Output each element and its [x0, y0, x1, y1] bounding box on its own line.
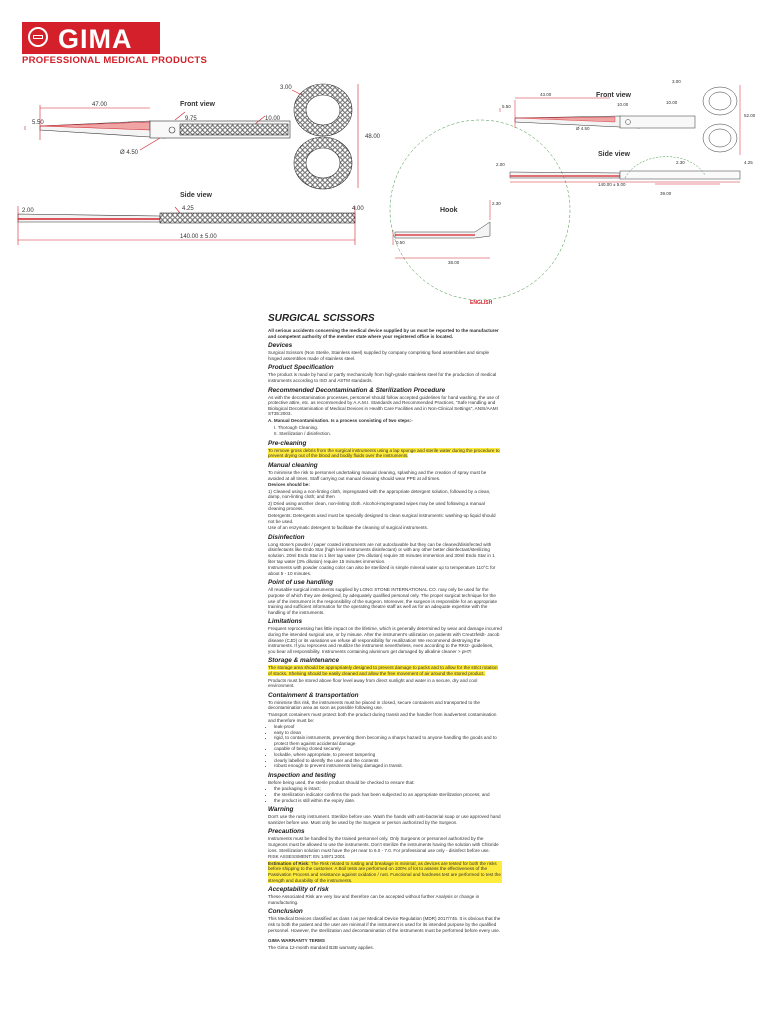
warranty-heading: GIMA WARRANTY TERMS: [268, 938, 325, 944]
dim-48: 48.00: [365, 134, 381, 140]
list-item: • the product is still within the expiry date.: [274, 798, 502, 804]
manual-detergents: Detergents: Detergents used must be specially designed to clean surgical instruments: washing-up liquid should not be used.: [268, 513, 496, 524]
conclusion-heading: Conclusion: [268, 908, 303, 916]
dim-4-25: 4.25: [182, 206, 194, 212]
r-dim-4-25: 4.25: [744, 160, 753, 165]
dim-9-75: 9.75: [185, 116, 197, 122]
containment-list: [268, 724, 502, 769]
r-dim-dia: Ø 4.50: [576, 126, 590, 131]
r-front-view-label: Front view: [596, 92, 632, 99]
r-dim-10b: 10.00: [666, 100, 678, 105]
dim-4: 4.00: [352, 206, 364, 212]
precautions-heading: Precautions: [268, 828, 305, 836]
precautions-text: Instruments must be handled by the trained personnel only. Only Surgeons or personnel authorized by the Surgeons must be allowed to use the instruments. Don't sterilize the instruments having the solution with Chloride ions. Sterilization solution must have the pH near to 6.0 - 7.0. For professional use only - disinfect before use.: [268, 836, 499, 853]
dim-140: 140.00 ± 5.00: [180, 234, 217, 240]
manual-enzymatic: Use of an enzymatic detergent to facilitate the cleaning of surgical instruments.: [268, 525, 429, 531]
r-dim-43: 43.00: [540, 92, 552, 97]
warning-heading: Warning: [268, 806, 294, 814]
list-item: • leak-proof: [274, 724, 502, 730]
dim-2: 2.00: [22, 208, 34, 214]
list-item: • robust enough to prevent instruments being damaged in transit.: [274, 763, 502, 769]
right-side-view: [510, 157, 740, 184]
left-front-view: [25, 84, 358, 189]
r-dim-5-50: 5.50: [502, 104, 511, 109]
limitations-text: Frequent reprocessing has little impact on the lifetime, which is generally determined by wear and damage incurred during the intended surgical use, or by misuse. After the instrument's utilization on patients with Creutzfeldt- Jacob disease (CJD) or its variations we refuse all responsibility for reutilization! We recommend destroying the instruments. If you reprocess and reutilize the instrument nevertheless, even according to the RKI2- guidelines, you bear all responsibility. Instruments containing aluminum get damaged by alkaline cleaner > pH7!: [268, 626, 502, 654]
pou-heading: Point of use handling: [268, 579, 333, 587]
hook-label: Hook: [440, 207, 458, 214]
front-view-label: Front view: [180, 101, 216, 108]
dim-10: 10.00: [265, 116, 281, 122]
inspection-text: Before being used, the sterile product should be checked to ensure that:: [268, 779, 415, 785]
risk-estimation-label: Estimation of Risk:: [268, 860, 310, 866]
list-item: • capable of being closed securely: [274, 746, 502, 752]
list-item: • rigid, to contain instruments, preventing them becoming a sharps hazard to anyone handling the goods and to protect them against accidental damage: [274, 735, 502, 746]
logo-emblem-icon: [28, 27, 48, 47]
decon-a1: I. Thorough Cleaning.: [274, 424, 319, 430]
scissors-technical-drawing: [0, 70, 768, 300]
r-dim-140: 140.00 ± 5.00: [598, 182, 626, 187]
r-dim-52: 52.00: [744, 113, 756, 118]
conclusion-text: This Medical Devices classified as class I as per Medical Device Regulation (MDR) 2017/745. It is obvious that the risk to both the patient and the user are minimal if the instrument is used for its intended purpose by the qualified personnel. However, the sterilization and decontamination of the instruments must be performed before every use.: [268, 916, 501, 933]
warranty-text: The Gima 12-month standard B2B warranty applies.: [268, 944, 374, 950]
logo-text: GIMA: [58, 24, 133, 54]
containment-heading: Containment & transportation: [268, 691, 359, 699]
manual-devices: Devices should be:: [268, 482, 310, 488]
pou-text: All reusable surgical instruments supplied by LONG STONE INTERNATIONAL CO. may only be used for the purpose of which they are designed, by adequately qualified personal only. The proper surgical technique for the use of the instrument is the responsibility of the surgeon. Moreover, the surgeon is responsible for an appropriate training and sufficient information for the operating theatre staff as well as for an adequate expertise with the handling of the instruments.: [268, 587, 498, 615]
r-dim-2-30: 2.30: [676, 160, 685, 165]
manual-heading: Manual cleaning: [268, 461, 318, 469]
language-label: ENGLISH: [470, 300, 493, 306]
risk-assessment: RISK ASSESSMENT: EN 14971:2001: [268, 854, 346, 860]
r-side-view-label: Side view: [598, 151, 630, 158]
brand-tagline: PROFESSIONAL MEDICAL PRODUCTS: [22, 55, 208, 66]
precleaning-text: To remove gross debris from the surgical instruments using a lap sponge and sterile water during the procedure to prevent drying out of the blood and bodily fluids over the instruments.: [268, 447, 500, 459]
decon-a2: II. Sterilization / disinfection.: [274, 431, 331, 437]
warning-text: Don't use the rusty instrument. Sterilize before use. Wash the hands with anti-bacterial soap or use approved hand sanitizer before use. Must only be used by the Surgeon or person authorized by the Surgeon.: [268, 814, 501, 825]
disinfection-heading: Disinfection: [268, 533, 305, 541]
list-item: • the packaging is intact;: [274, 786, 502, 792]
spec-text: The product is made by hand or partly mechanically from high-grade stainless steel for the production of medical instruments according to ISO and ASTM standards.: [268, 372, 497, 383]
h-dim-2-30: 2.30: [492, 201, 501, 206]
manual-step-1: 1) Cleaned using a non-linting cloth, impregnated with the appropriate detergent solution, followed by a clean, damp, non-linting cloth; and then: [268, 488, 491, 500]
intro-paragraph: All serious accidents concerning the medical device supplied by us must be reported to the manufacturer and competent authority of the member state where your registered office is located.: [268, 328, 499, 339]
list-item: • easy to clean: [274, 730, 502, 736]
containment-text-1: To minimise this risk, the instruments must be placed in closed, secure containers and transported to the decontamination area as soon as possible following use.: [268, 699, 480, 711]
acceptability-text: These Associated Risk are very low and therefore can be accepted without further Analysis or change in manufacturing.: [268, 894, 480, 905]
list-item: • lockable, where appropriate, to prevent tampering: [274, 752, 502, 758]
instructions-document: [268, 300, 502, 951]
precleaning-heading: Pre-cleaning: [268, 439, 307, 447]
hook-detail: [390, 120, 570, 300]
r-dim-3: 3.00: [672, 79, 681, 84]
list-item: • clearly labelled to identify the user and the contents: [274, 758, 502, 764]
decon-a: A. Manual Decontamination. Is a process consisting of two steps:-: [268, 417, 413, 423]
decon-heading: Recommended Decontamination & Sterilization Procedure: [268, 386, 446, 394]
manual-step-2: 2) Dried using another clean, non-linting cloth. Alcohol-impregnated wipes may be used following a manual cleaning process.: [268, 500, 485, 512]
inspection-list: [268, 786, 502, 803]
r-dim-2: 2.00: [496, 162, 505, 167]
decon-text: As with the decontamination processes, personnel should follow accepted guidelines for hand washing, the use of protective attire, etc. as recommended by A.A.M.I. Standards and Recommended Practices, "Safe Handling and Biological Decontamination of Medical Devices in Health Care Facilities and in Non-Clinical Settings", ANSI/AAMI ST35:2003.: [268, 394, 500, 417]
storage-text-1: The storage area should be appropriately designed to prevent damage to packs and to allow for the strict rotation of stocks. Shelving should be easily cleaned and allow the free movement of air around the stored product.: [268, 665, 498, 676]
list-item: • the sterilization indicator confirms the pack has been subjected to an appropriate sterilization process; and: [274, 792, 502, 798]
manual-text: To minimise the risk to personnel undertaking manual cleaning, splashing and the creation of spray must be avoided at all times. Staff carrying out manual cleaning should wear PPE at all times.: [268, 469, 487, 481]
gima-logo: [22, 22, 160, 54]
h-dim-0-50: 0.50: [396, 240, 405, 245]
devices-text: Surgical Scissors (Non Sterile, Stainless steel) supplied by company comprising fixed assemblies and simple hinged assemblies made of stainless steel.: [268, 350, 490, 361]
storage-heading: Storage & maintenance: [268, 657, 340, 665]
limitations-heading: Limitations: [268, 618, 303, 626]
disinfection-text-2: Instruments with powder coating color can also be sterilized in simple mineral water up to temperature 110°C for about 5 - 10 minutes.: [268, 565, 496, 576]
disinfection-text-1: Long stone's powder / paper coated instruments are not autoclavable but they can be cleaned/disinfected with disinfectants like Endo Star (high level instruments disinfectant) or with any other better disinfectant/sterilizing solution. 20ml Endo Star in 1 liter tap water (2% dilution) require 30 minutes immersion and 30ml Endo Star in 1 liter tap water (3% dilution) require 15 minutes immersion.: [268, 541, 495, 564]
doc-title: SURGICAL SCISSORS: [268, 313, 375, 324]
inspection-heading: Inspection and testing: [268, 771, 336, 779]
dim-3: 3.00: [280, 85, 292, 91]
risk-estimation-text: The Risk related to rusting and breakage is minimal, as devices are tested for both the risks before shipping to the customer. A Boil tests are performed on 100% of lot to assess the effectiveness of the Passivation Process and resistance against oxidation / rust. Functional and hardness test are performed to test the strength and durability of the instruments.: [268, 860, 501, 883]
r-dim-10a: 10.00: [617, 102, 629, 107]
side-view-label: Side view: [180, 192, 212, 199]
containment-text-2: Transport containers must protect both the product during transit and the handler from inadvertent contamination and therefore must be:: [268, 711, 497, 723]
spec-heading: Product Specification: [268, 364, 334, 372]
devices-heading: Devices: [268, 342, 293, 350]
r-dim-39: 39.00: [660, 191, 672, 196]
h-dim-38: 38.00: [448, 260, 460, 265]
dim-47: 47.00: [92, 102, 108, 108]
storage-text-2: Products must be stored above floor level away from direct sunlight and water in a secure, dry and cool environment.: [268, 677, 478, 689]
acceptability-heading: Acceptability of risk: [268, 886, 329, 894]
dim-dia-4-50: Ø 4.50: [120, 150, 139, 156]
dim-5-50: 5.50: [32, 120, 44, 126]
